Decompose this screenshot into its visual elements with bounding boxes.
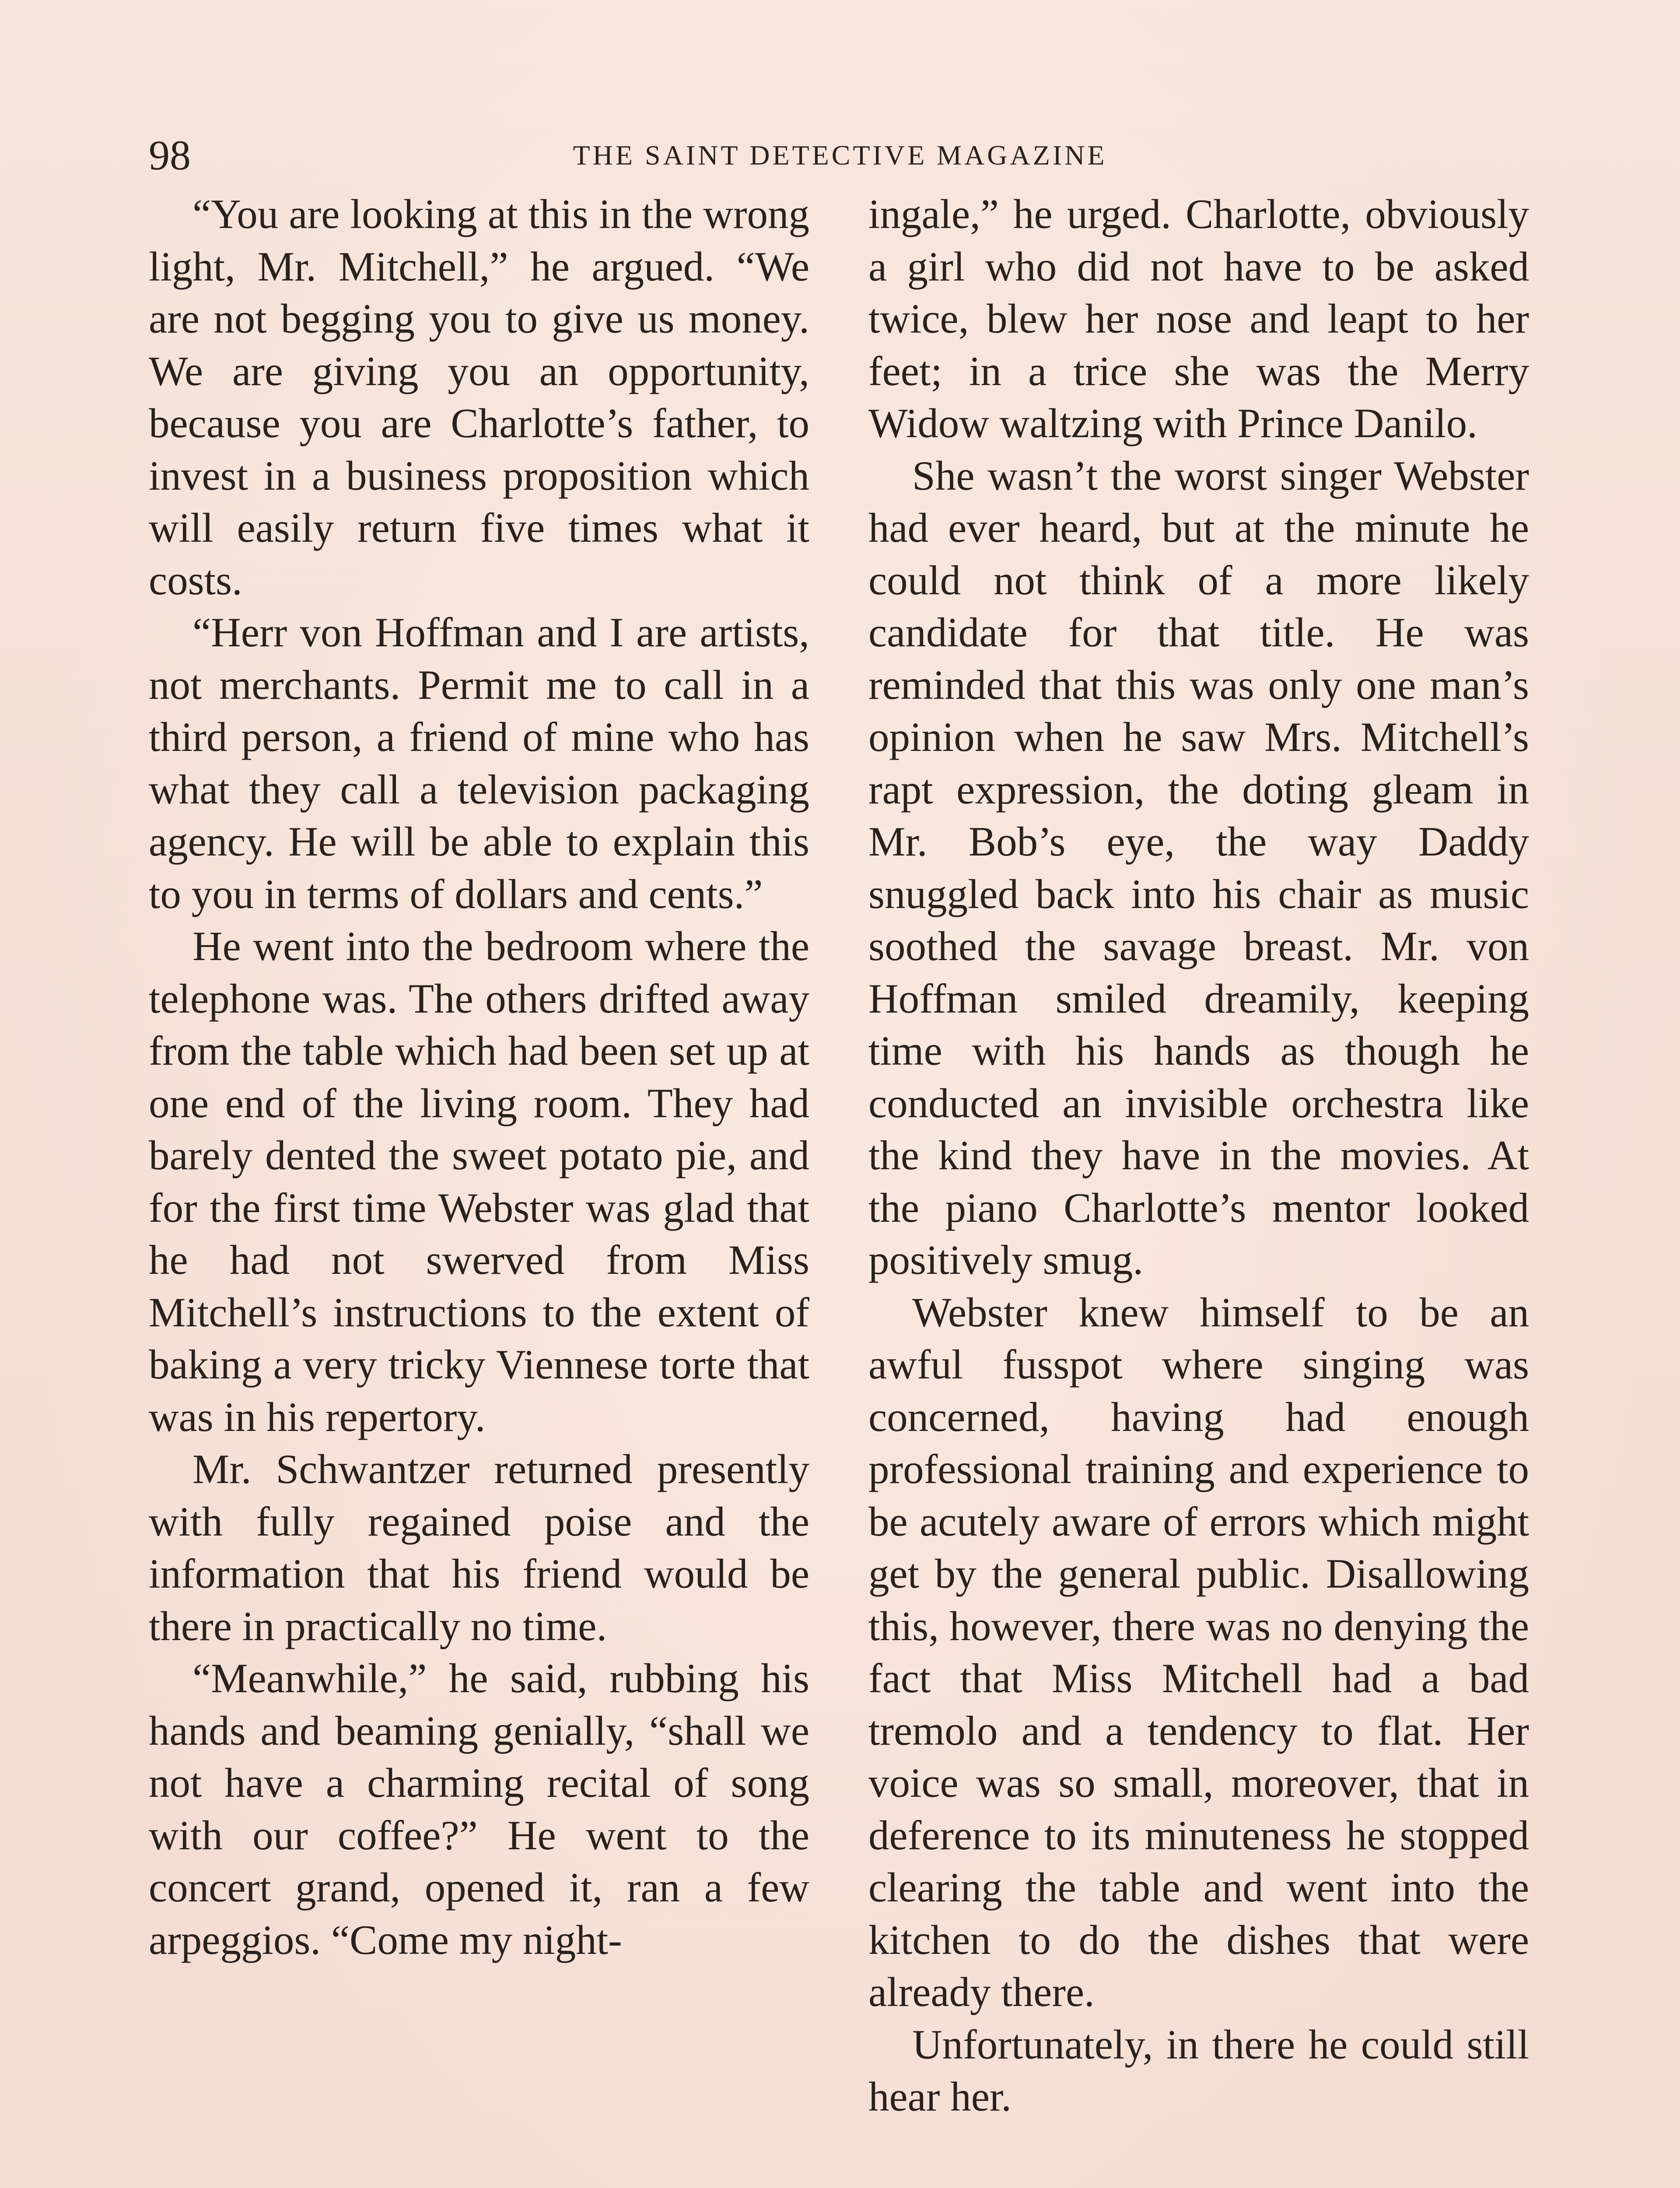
paragraph: Unfortunately, in there he could still hear her. [868,2021,1529,2120]
paragraph: “You are looking at this in the wrong light, Mr. Mitchell,” he argued. “We are not begging you to give us money. We are giving you an opportunity, because you are Charlotte’s father, to invest in a business proposition which will easily return five times what it costs. [149,191,809,603]
paragraph: “Meanwhile,” he said, rubbing his hands and beaming genially, “shall we not have a charming recital of song with our coffee?” He went to the concert grand, opened it, ran a few arpeggios. “Come my night- [149,1655,809,1963]
left-column [149,188,809,1966]
page-number: 98 [149,132,191,179]
paragraph-continuation: ingale,” he urged. Charlotte, obviously a girl who did not have to be asked twice, blew her nose and leapt to her feet; in a trice she was the Merry Widow waltzing with Prince Danilo. [868,191,1529,446]
paragraph: Webster knew himself to be an awful fusspot where singing was concerned, having had enough professional training and experience to be acutely aware of errors which might get by the general public. Disallowing this, however, there was no denying the fact that Miss Mitchell had a bad tremolo and a tendency to flat. Her voice was so small, moreover, that in deference to its minuteness he stopped clearing the table and went into the kitchen to do the dishes that were already there. [868,1289,1529,2015]
paragraph: He went into the bedroom where the telephone was. The others drifted away from the table which had been set up at one end of the living room. They had barely dented the sweet potato pie, and for the first time Webster was glad that he had not swerved from Miss Mitchell’s instructions to the extent of baking a very tricky Viennese torte that was in his repertory. [149,923,809,1440]
right-column [868,188,1529,2123]
paragraph: She wasn’t the worst singer Webster had ever heard, but at the minute he could not think of a more likely candidate for that title. He was reminded that this was only one man’s opinion when he saw Mrs. Mitchell’s rapt expression, the doting gleam in Mr. Bob’s eye, the way Daddy snuggled back into his chair as music soothed the savage breast. Mr. von Hoffman smiled dreamily, keeping time with his hands as though he conducted an invisible orchestra like the kind they have in the movies. At the piano Charlotte’s mentor looked positively smug. [868,452,1529,1283]
running-head: THE SAINT DETECTIVE MAGAZINE [573,140,1107,171]
paragraph: “Herr von Hoffman and I are artists, not merchants. Permit me to call in a third person, a friend of mine who has what they call a television packaging agency. He will be able to explain this to you in terms of dollars and cents.” [149,609,809,917]
paragraph: Mr. Schwantzer returned presently with fully regained poise and the information that his friend would be there in practically no time. [149,1446,809,1649]
page-header [149,127,1531,184]
